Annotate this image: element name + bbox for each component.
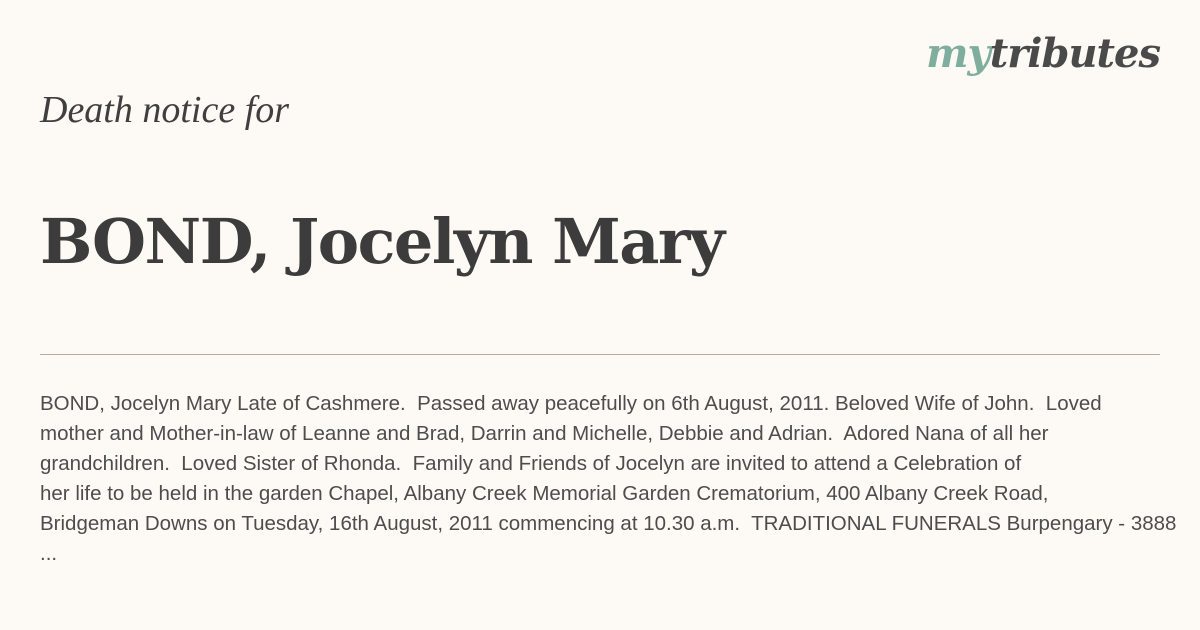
notice-line: BOND, Jocelyn Mary Late of Cashmere. Passed away peacefully on 6th August, 2011. Beloved Wife of John. Loved (40, 392, 1102, 415)
deceased-name: BOND, Jocelyn Mary (40, 205, 724, 278)
notice-line: her life to be held in the garden Chapel, Albany Creek Memorial Garden Crematorium, 400 Albany Creek Road, (40, 482, 1049, 505)
notice-ellipsis: ... (40, 542, 58, 565)
divider (40, 354, 1160, 355)
notice-line: mother and Mother-in-law of Leanne and Brad, Darrin and Michelle, Debbie and Adrian. Adored Nana of all her (40, 422, 1049, 445)
notice-line: grandchildren. Loved Sister of Rhonda. Family and Friends of Jocelyn are invited to attend a Celebration of (40, 452, 1022, 475)
logo-my: my (926, 30, 990, 77)
logo-tributes: tributes (989, 30, 1160, 77)
notice-type-heading: Death notice for (40, 89, 290, 131)
mytributes-logo[interactable] (926, 30, 1160, 77)
notice-line: Bridgeman Downs on Tuesday, 16th August, 2011 commencing at 10.30 a.m. TRADITIONAL FUNERALS Burpengary - 3888 (40, 512, 1177, 535)
notice-text (40, 389, 1200, 571)
